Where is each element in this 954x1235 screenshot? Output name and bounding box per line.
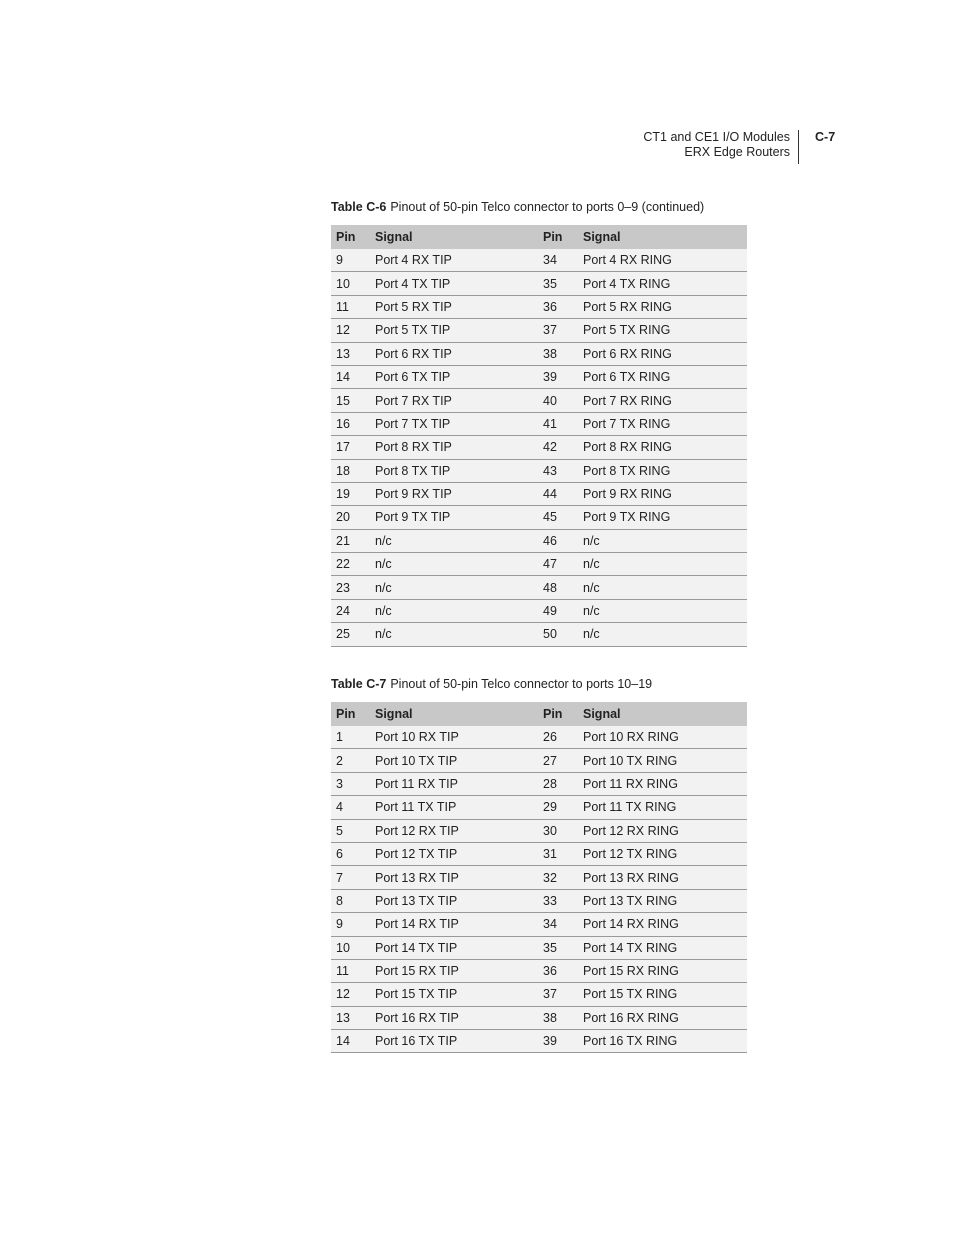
signal-cell: n/c [370, 599, 538, 622]
pin-cell: 48 [538, 576, 578, 599]
signal-cell: Port 7 TX TIP [370, 412, 538, 435]
signal-cell: Port 16 TX RING [578, 1030, 747, 1053]
table-row [331, 506, 747, 529]
signal-cell: Port 6 TX RING [578, 365, 747, 388]
pin-cell: 31 [538, 842, 578, 865]
table-row [331, 936, 747, 959]
pinout-table [331, 702, 747, 1053]
table-row [331, 1006, 747, 1029]
signal-cell: Port 12 RX RING [578, 819, 747, 842]
pin-cell: 5 [331, 819, 370, 842]
signal-cell: n/c [370, 529, 538, 552]
pin-cell: 11 [331, 959, 370, 982]
signal-cell: Port 12 TX RING [578, 842, 747, 865]
signal-cell: n/c [578, 576, 747, 599]
signal-cell: Port 4 RX TIP [370, 249, 538, 272]
pin-cell: 10 [331, 936, 370, 959]
pin-cell: 34 [538, 913, 578, 936]
signal-cell: Port 9 RX RING [578, 482, 747, 505]
table-title: Pinout of 50-pin Telco connector to ports 10–19 [390, 677, 653, 691]
pinout-table [331, 225, 747, 647]
signal-cell: Port 9 TX TIP [370, 506, 538, 529]
signal-cell: Port 15 TX TIP [370, 983, 538, 1006]
signal-cell: Port 15 RX RING [578, 959, 747, 982]
signal-cell: Port 6 RX RING [578, 342, 747, 365]
pin-cell: 9 [331, 249, 370, 272]
signal-cell: Port 11 RX RING [578, 772, 747, 795]
table-caption [331, 200, 704, 214]
pin-cell: 37 [538, 983, 578, 1006]
signal-cell: Port 10 RX TIP [370, 726, 538, 749]
column-header: Pin [331, 702, 370, 726]
pin-cell: 12 [331, 983, 370, 1006]
table-row [331, 365, 747, 388]
table-row [331, 342, 747, 365]
table-row [331, 819, 747, 842]
column-header: Pin [538, 702, 578, 726]
table-row [331, 436, 747, 459]
signal-cell: n/c [578, 623, 747, 646]
pin-cell: 45 [538, 506, 578, 529]
chapter-title: CT1 and CE1 I/O Modules [643, 130, 790, 144]
table-row [331, 576, 747, 599]
signal-cell: Port 5 TX TIP [370, 319, 538, 342]
pin-cell: 42 [538, 436, 578, 459]
page-number: C-7 [815, 130, 836, 144]
table-title: Pinout of 50-pin Telco connector to ports 0–9 (continued) [390, 200, 705, 214]
signal-cell: Port 16 TX TIP [370, 1030, 538, 1053]
pin-cell: 10 [331, 272, 370, 295]
pin-cell: 6 [331, 842, 370, 865]
table-label: Table C-7 [331, 677, 387, 691]
signal-cell: Port 13 TX TIP [370, 889, 538, 912]
table-row [331, 726, 747, 749]
header-row [331, 702, 747, 726]
signal-cell: n/c [578, 553, 747, 576]
table-label: Table C-6 [331, 200, 387, 214]
column-header: Signal [578, 702, 747, 726]
pin-cell: 36 [538, 295, 578, 318]
table-row [331, 389, 747, 412]
pin-cell: 19 [331, 482, 370, 505]
pin-cell: 13 [331, 1006, 370, 1029]
signal-cell: n/c [578, 529, 747, 552]
signal-cell: Port 11 TX RING [578, 796, 747, 819]
pin-cell: 15 [331, 389, 370, 412]
signal-cell: Port 6 TX TIP [370, 365, 538, 388]
pin-cell: 28 [538, 772, 578, 795]
signal-cell: n/c [370, 553, 538, 576]
column-header: Pin [331, 225, 370, 249]
signal-cell: Port 12 TX TIP [370, 842, 538, 865]
signal-cell: Port 11 TX TIP [370, 796, 538, 819]
column-header: Pin [538, 225, 578, 249]
pin-cell: 35 [538, 272, 578, 295]
table-row [331, 866, 747, 889]
signal-cell: Port 6 RX TIP [370, 342, 538, 365]
signal-cell: Port 8 TX RING [578, 459, 747, 482]
table-row [331, 599, 747, 622]
signal-cell: Port 14 RX TIP [370, 913, 538, 936]
pin-cell: 4 [331, 796, 370, 819]
table-row [331, 295, 747, 318]
pin-cell: 37 [538, 319, 578, 342]
signal-cell: Port 9 RX TIP [370, 482, 538, 505]
table-row [331, 482, 747, 505]
signal-cell: Port 15 TX RING [578, 983, 747, 1006]
signal-cell: Port 15 RX TIP [370, 959, 538, 982]
pin-cell: 11 [331, 295, 370, 318]
signal-cell: Port 7 TX RING [578, 412, 747, 435]
signal-cell: Port 13 RX RING [578, 866, 747, 889]
pin-cell: 16 [331, 412, 370, 435]
pin-cell: 36 [538, 959, 578, 982]
pin-cell: 2 [331, 749, 370, 772]
pin-cell: 27 [538, 749, 578, 772]
table-row [331, 913, 747, 936]
pin-cell: 44 [538, 482, 578, 505]
signal-cell: Port 8 TX TIP [370, 459, 538, 482]
table-row [331, 412, 747, 435]
signal-cell: n/c [578, 599, 747, 622]
pin-cell: 33 [538, 889, 578, 912]
signal-cell: Port 8 RX RING [578, 436, 747, 459]
signal-cell: Port 10 TX TIP [370, 749, 538, 772]
table-row [331, 772, 747, 795]
pin-cell: 50 [538, 623, 578, 646]
table-row [331, 249, 747, 272]
signal-cell: Port 14 TX TIP [370, 936, 538, 959]
table-row [331, 272, 747, 295]
pin-cell: 40 [538, 389, 578, 412]
pin-cell: 32 [538, 866, 578, 889]
pin-cell: 25 [331, 623, 370, 646]
signal-cell: Port 9 TX RING [578, 506, 747, 529]
pin-cell: 9 [331, 913, 370, 936]
pin-cell: 14 [331, 1030, 370, 1053]
pin-cell: 38 [538, 342, 578, 365]
signal-cell: Port 11 RX TIP [370, 772, 538, 795]
table-row [331, 319, 747, 342]
pin-cell: 39 [538, 365, 578, 388]
signal-cell: Port 10 TX RING [578, 749, 747, 772]
signal-cell: Port 13 TX RING [578, 889, 747, 912]
table-row [331, 749, 747, 772]
table-row [331, 842, 747, 865]
signal-cell: Port 4 RX RING [578, 249, 747, 272]
signal-cell: Port 16 RX RING [578, 1006, 747, 1029]
pin-cell: 21 [331, 529, 370, 552]
signal-cell: Port 16 RX TIP [370, 1006, 538, 1029]
pin-cell: 47 [538, 553, 578, 576]
pin-cell: 18 [331, 459, 370, 482]
pin-cell: 20 [331, 506, 370, 529]
table-row [331, 889, 747, 912]
signal-cell: Port 7 RX RING [578, 389, 747, 412]
signal-cell: Port 5 TX RING [578, 319, 747, 342]
pin-cell: 14 [331, 365, 370, 388]
table-row [331, 983, 747, 1006]
pin-cell: 46 [538, 529, 578, 552]
header-row [331, 225, 747, 249]
column-header: Signal [578, 225, 747, 249]
pin-cell: 35 [538, 936, 578, 959]
signal-cell: Port 8 RX TIP [370, 436, 538, 459]
pin-cell: 43 [538, 459, 578, 482]
pin-cell: 29 [538, 796, 578, 819]
signal-cell: Port 14 RX RING [578, 913, 747, 936]
table-row [331, 796, 747, 819]
pin-cell: 3 [331, 772, 370, 795]
pin-cell: 17 [331, 436, 370, 459]
table-row [331, 623, 747, 646]
table-row [331, 553, 747, 576]
pin-cell: 23 [331, 576, 370, 599]
pin-cell: 41 [538, 412, 578, 435]
signal-cell: Port 4 TX TIP [370, 272, 538, 295]
running-header [643, 130, 799, 164]
pin-cell: 34 [538, 249, 578, 272]
signal-cell: Port 10 RX RING [578, 726, 747, 749]
signal-cell: Port 12 RX TIP [370, 819, 538, 842]
pin-cell: 1 [331, 726, 370, 749]
pin-cell: 12 [331, 319, 370, 342]
table-row [331, 1030, 747, 1053]
pin-cell: 13 [331, 342, 370, 365]
signal-cell: Port 7 RX TIP [370, 389, 538, 412]
table-row [331, 529, 747, 552]
table-row [331, 959, 747, 982]
column-header: Signal [370, 225, 538, 249]
pin-cell: 49 [538, 599, 578, 622]
signal-cell: Port 13 RX TIP [370, 866, 538, 889]
signal-cell: n/c [370, 623, 538, 646]
pin-cell: 26 [538, 726, 578, 749]
signal-cell: Port 14 TX RING [578, 936, 747, 959]
pin-cell: 39 [538, 1030, 578, 1053]
column-header: Signal [370, 702, 538, 726]
pin-cell: 8 [331, 889, 370, 912]
signal-cell: Port 4 TX RING [578, 272, 747, 295]
table-row [331, 459, 747, 482]
pin-cell: 24 [331, 599, 370, 622]
pin-cell: 30 [538, 819, 578, 842]
signal-cell: Port 5 RX TIP [370, 295, 538, 318]
pin-cell: 7 [331, 866, 370, 889]
signal-cell: n/c [370, 576, 538, 599]
table-caption [331, 677, 652, 691]
pin-cell: 38 [538, 1006, 578, 1029]
signal-cell: Port 5 RX RING [578, 295, 747, 318]
pin-cell: 22 [331, 553, 370, 576]
book-title: ERX Edge Routers [684, 145, 790, 159]
